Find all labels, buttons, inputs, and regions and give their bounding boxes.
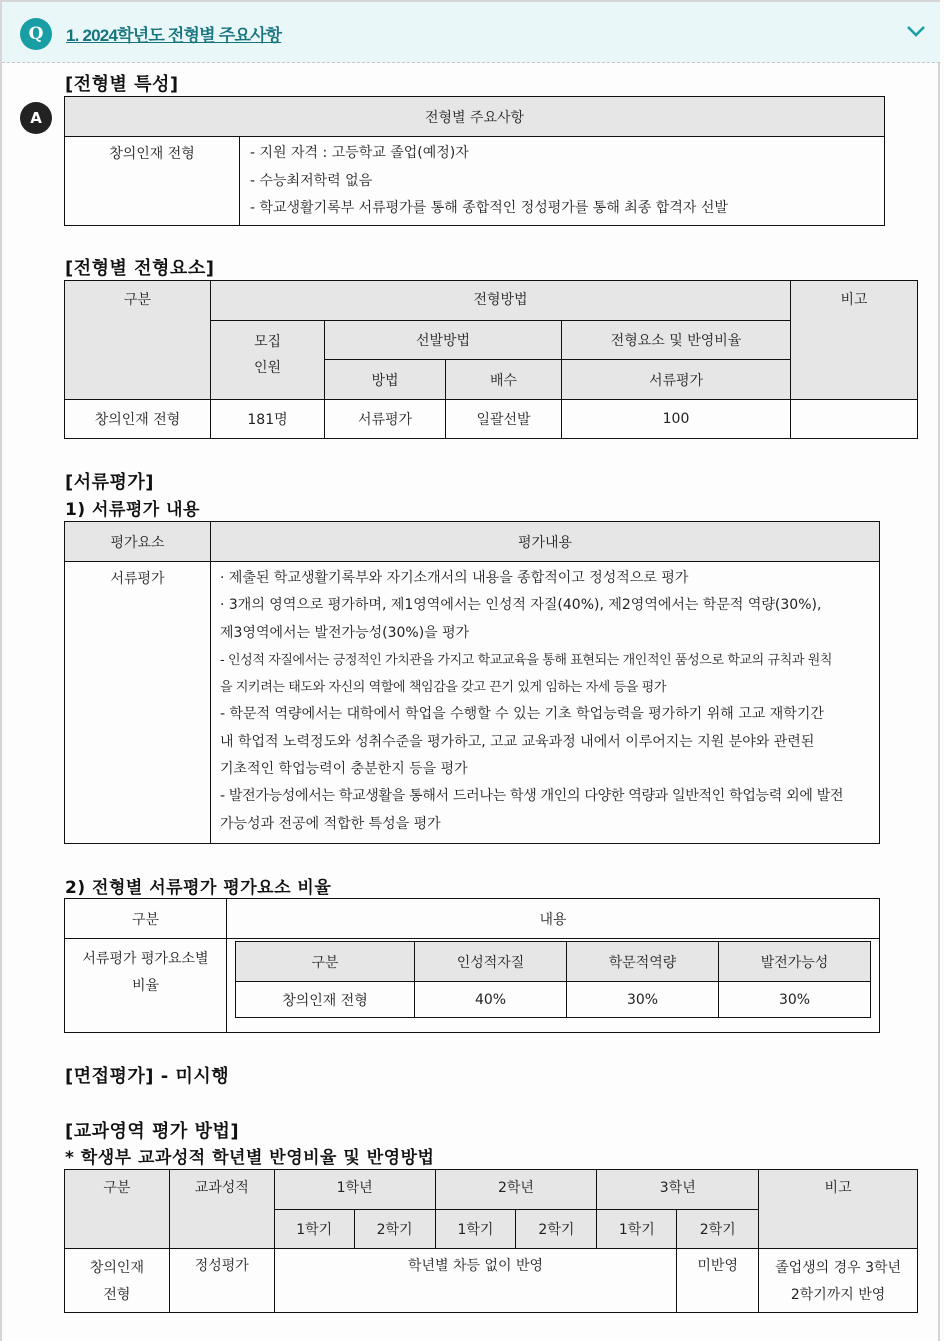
header-recruit bbox=[211, 321, 325, 400]
header-way: 방법 bbox=[325, 360, 446, 400]
section-heading-subject-eval: [교과영역 평가 방법] bbox=[65, 1121, 240, 1142]
description-line: · 3개의 영역으로 평가하며, 제1영역에서는 인성적 자질(40%), 제2영역에서는 학문적 역량(30%), bbox=[220, 597, 822, 614]
section-heading-characteristics: [전형별 특성] bbox=[65, 74, 179, 95]
doc-eval-description bbox=[211, 562, 880, 844]
inner-header: 학문적역량 bbox=[567, 942, 719, 982]
cell-note bbox=[759, 1249, 918, 1313]
list-item: - 학교생활기록부 서류평가를 통해 종합적인 정성평가를 통해 최종 합격자 선발 bbox=[250, 200, 728, 216]
cell-last-term: 미반영 bbox=[677, 1249, 759, 1313]
subject-eval-table bbox=[64, 1169, 918, 1313]
header-term: 2학기 bbox=[516, 1210, 597, 1249]
row-label-line1: 서류평가 평가요소별 bbox=[82, 951, 209, 967]
answer-badge: A bbox=[20, 102, 52, 134]
header-doc-eval: 서류평가 bbox=[562, 360, 791, 400]
header-term: 1학기 bbox=[435, 1210, 516, 1249]
header-note: 비고 bbox=[791, 281, 918, 400]
section-heading-elements: [전형별 전형요소] bbox=[65, 258, 215, 279]
inner-cell: 40% bbox=[415, 982, 567, 1018]
header-term: 2학기 bbox=[677, 1210, 759, 1249]
cell-note-line2: 2학기까지 반영 bbox=[790, 1287, 886, 1303]
cell-category-line1: 창의인재 bbox=[89, 1260, 144, 1276]
description-line: 가능성과 전공에 적합한 특성을 평가 bbox=[220, 815, 441, 832]
header-elements: 전형요소 및 반영비율 bbox=[562, 321, 791, 360]
header-category: 구분 bbox=[65, 1170, 170, 1249]
subheading-subject-ratio: * 학생부 교과성적 학년별 반영비율 및 반영방법 bbox=[65, 1148, 435, 1168]
inner-header: 구분 bbox=[236, 942, 415, 982]
ratio-inner-table bbox=[235, 941, 871, 1018]
row-label: 서류평가 bbox=[65, 562, 211, 844]
subheading-ratio: 2) 전형별 서류평가 평가요소 비율 bbox=[65, 878, 332, 898]
cell-note bbox=[791, 400, 918, 439]
description-line: 내 학업적 노력정도와 성취수준을 평가하고, 고교 교육과정 내에서 이루어지는 지원 분야와 관련된 bbox=[220, 733, 815, 750]
characteristics-table bbox=[64, 96, 885, 226]
header-category: 구분 bbox=[65, 899, 227, 939]
header-multiple: 배수 bbox=[446, 360, 562, 400]
description-line: 기초적인 학업능력이 충분한지 등을 평가 bbox=[220, 761, 468, 778]
description-line: - 인성적 자질에서는 긍정적인 가치관을 가지고 학교교육을 통해 표현되는 개인적인 품성으로 학교의 규칙과 원칙 bbox=[220, 652, 833, 668]
cell-merged-reflect: 학년별 차등 없이 반영 bbox=[274, 1249, 677, 1313]
doc-eval-content-table bbox=[64, 521, 880, 844]
question-title-link[interactable]: 1. 2024학년도 전형별 주요사항 bbox=[66, 26, 282, 45]
cell-recruit: 181명 bbox=[211, 400, 325, 439]
cell-note-line1: 졸업생의 경우 3학년 bbox=[775, 1260, 902, 1276]
header-content: 평가내용 bbox=[211, 522, 880, 562]
header-category: 구분 bbox=[65, 281, 211, 400]
header-content: 내용 bbox=[227, 899, 880, 939]
table-header: 전형별 주요사항 bbox=[65, 97, 885, 137]
characteristics-list bbox=[240, 137, 885, 226]
elements-table bbox=[64, 280, 918, 439]
cell-category bbox=[65, 1249, 170, 1313]
header-recruit-line1: 모집 bbox=[253, 334, 282, 350]
header-year1: 1학년 bbox=[274, 1170, 435, 1210]
description-line: 을 지키려는 태도와 자신의 역할에 책임감을 갖고 끈기 있게 임하는 자세 등을 평가 bbox=[220, 680, 667, 696]
description-line: - 학문적 역량에서는 대학에서 학업을 수행할 수 있는 기초 학업능력을 평가하기 위해 고교 재학기간 bbox=[220, 706, 824, 723]
section-heading-interview: [면접평가] - 미시행 bbox=[65, 1066, 230, 1087]
cell-category-line2: 전형 bbox=[103, 1287, 131, 1303]
row-label bbox=[65, 939, 227, 1033]
header-recruit-line2: 인원 bbox=[253, 360, 282, 376]
header-year3: 3학년 bbox=[597, 1170, 759, 1210]
cell-doc-eval: 100 bbox=[562, 400, 791, 439]
question-badge: Q bbox=[20, 18, 52, 50]
description-line: · 제출된 학교생활기록부와 자기소개서의 내용을 종합적이고 정성적으로 평가 bbox=[220, 570, 689, 586]
header-method: 전형방법 bbox=[211, 281, 791, 321]
row-label: 창의인재 전형 bbox=[65, 137, 240, 226]
subheading-doc-eval-content: 1) 서류평가 내용 bbox=[65, 500, 200, 520]
question-header[interactable] bbox=[2, 2, 940, 63]
header-term: 1학기 bbox=[597, 1210, 677, 1249]
list-item: - 지원 자격 : 고등학교 졸업(예정)자 bbox=[250, 145, 469, 161]
list-item: - 수능최저학력 없음 bbox=[250, 172, 373, 189]
cell-multiple: 일괄선발 bbox=[446, 400, 562, 439]
cell-way: 서류평가 bbox=[325, 400, 446, 439]
inner-header: 발전가능성 bbox=[719, 942, 871, 982]
inner-cell: 30% bbox=[719, 982, 871, 1018]
row-label-line2: 비율 bbox=[131, 978, 160, 994]
inner-cell: 30% bbox=[567, 982, 719, 1018]
cell-category: 창의인재 전형 bbox=[65, 400, 211, 439]
inner-header: 인성적자질 bbox=[415, 942, 567, 982]
cell-grades: 정성평가 bbox=[169, 1249, 274, 1313]
header-note: 비고 bbox=[759, 1170, 918, 1249]
description-line: 제3영역에서는 발전가능성(30%)을 평가 bbox=[220, 624, 470, 641]
section-heading-doc-eval: [서류평가] bbox=[65, 472, 155, 493]
description-line: - 발전가능성에서는 학교생활을 통해서 드러나는 학생 개인의 다양한 역량과 일반적인 학업능력 외에 발전 bbox=[220, 788, 844, 805]
chevron-down-icon[interactable] bbox=[906, 24, 926, 38]
header-year2: 2학년 bbox=[435, 1170, 597, 1210]
header-term: 2학기 bbox=[354, 1210, 435, 1249]
header-element: 평가요소 bbox=[65, 522, 211, 562]
header-selection: 선발방법 bbox=[325, 321, 562, 360]
inner-cell: 창의인재 전형 bbox=[236, 982, 415, 1018]
header-grades: 교과성적 bbox=[169, 1170, 274, 1249]
header-term: 1학기 bbox=[274, 1210, 354, 1249]
